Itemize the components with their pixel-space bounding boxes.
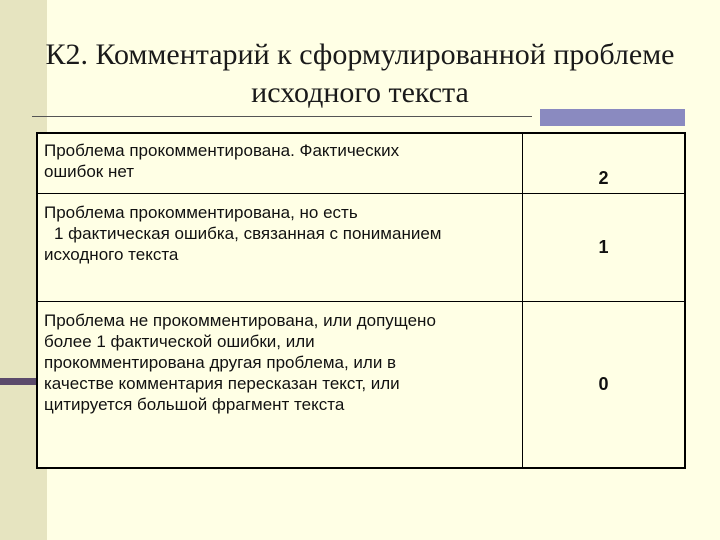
slide-title-line-1: К2. Комментарий к сформулированной проблеме (45, 38, 675, 71)
criterion-text-line: прокомментирована другая проблема, или в (44, 352, 397, 372)
criterion-score: 0 (522, 301, 685, 468)
title-accent-block (540, 109, 685, 126)
criterion-description (37, 133, 522, 193)
title-underline (32, 116, 532, 117)
criteria-table (36, 132, 686, 469)
criterion-text-line: Проблема прокомментирована. Фактических (44, 141, 400, 160)
criterion-description (37, 301, 522, 468)
table-row (37, 133, 685, 193)
criterion-score: 2 (522, 133, 685, 193)
table-row (37, 193, 685, 301)
criterion-text-line: Проблема не прокомментирована, или допущено (44, 310, 436, 330)
criterion-text-line: 1 фактическая ошибка, связанная с пониманием (54, 223, 442, 243)
criterion-text-line: более 1 фактической ошибки, или (44, 331, 315, 351)
criterion-score: 1 (522, 193, 685, 301)
criterion-text-line: ошибок нет (44, 162, 135, 181)
table-row (37, 301, 685, 468)
criterion-description (37, 193, 522, 301)
criterion-text-line: качестве комментария пересказан текст, или (44, 373, 400, 393)
slide-title-line-2: исходного текста (251, 76, 469, 109)
criterion-text-line: исходного текста (44, 244, 179, 264)
criterion-text-line: цитируется большой фрагмент текста (44, 394, 345, 414)
slide-title (40, 36, 680, 112)
criterion-text-line: Проблема прокомментирована, но есть (44, 202, 358, 222)
